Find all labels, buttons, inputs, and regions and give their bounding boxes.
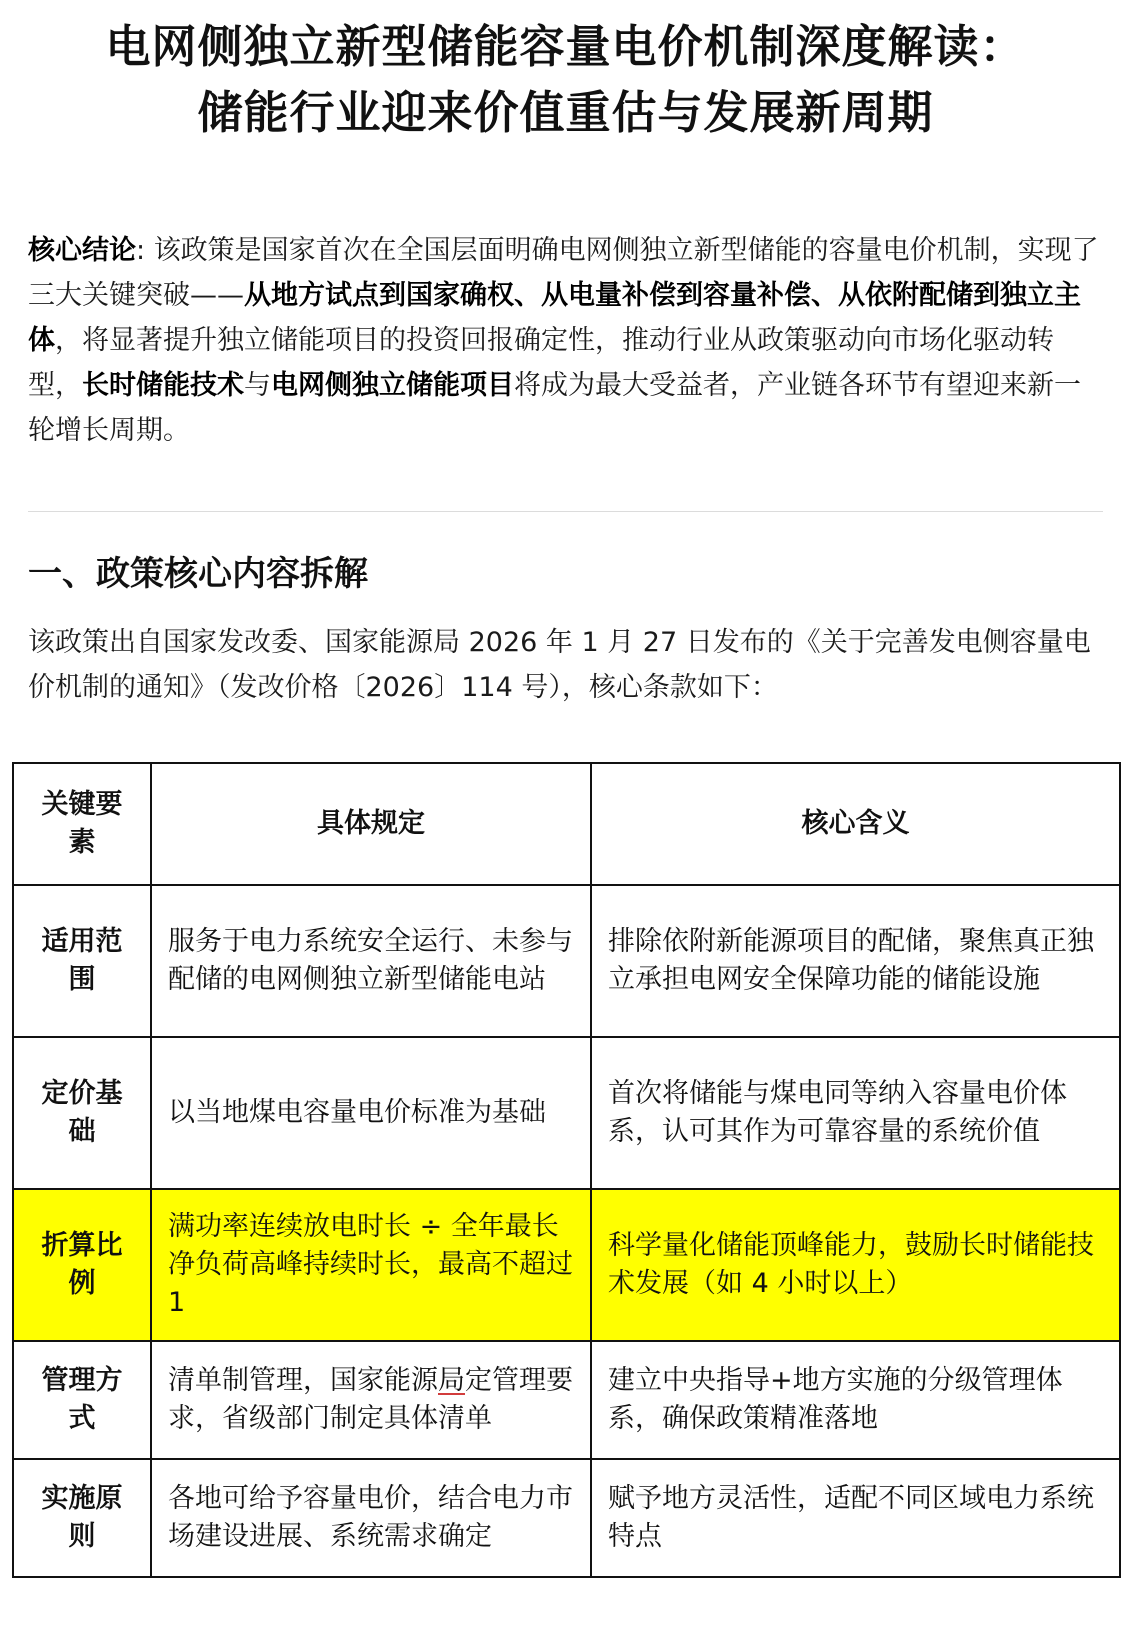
header-key-element: 关键要素 — [13, 763, 151, 885]
summary-bold-breakthroughs: 从地方试点到国家确权、从电量补偿到容量补偿、从依附配储到独立主体 — [28, 280, 1081, 356]
core-conclusion-label: 核心结论 — [28, 235, 136, 266]
table-row — [13, 1037, 1120, 1189]
row-meaning: 首次将储能与煤电同等纳入容量电价体系，认可其作为可靠容量的系统价值 — [591, 1037, 1120, 1189]
row-key: 适用范围 — [13, 885, 151, 1037]
row-key: 管理方式 — [13, 1341, 151, 1459]
row-rule: 服务于电力系统安全运行、未参与配储的电网侧独立新型储能电站 — [151, 885, 591, 1037]
row-meaning: 建立中央指导+地方实施的分级管理体系，确保政策精准落地 — [591, 1341, 1120, 1459]
title-line-2: 储能行业迎来价值重估与发展新周期 — [197, 86, 934, 139]
row-rule — [151, 1341, 591, 1459]
rule-text-b: 定管理要求，省级部门制定具体清单 — [168, 1365, 573, 1434]
summary-bold-grid-side: 电网侧独立储能项目 — [271, 370, 514, 401]
summary-text-4: 将成为最大受益者，产业链各环节有望迎来新一轮增长周期。 — [28, 370, 1081, 446]
section-divider — [28, 511, 1103, 512]
summary-bold-long-duration: 长时储能技术 — [82, 370, 244, 401]
spellcheck-underline: 局 — [438, 1365, 465, 1396]
row-key: 定价基础 — [13, 1037, 151, 1189]
rule-text-a: 清单制管理，国家能源 — [168, 1365, 438, 1396]
row-key: 折算比例 — [13, 1189, 151, 1341]
table-row — [13, 885, 1120, 1037]
table-row — [13, 1341, 1120, 1459]
row-rule: 各地可给予容量电价，结合电力市场建设进展、系统需求确定 — [151, 1459, 591, 1577]
table-header-row — [13, 763, 1120, 885]
title-line-1: 电网侧独立新型储能容量电价机制深度解读： — [105, 20, 1026, 73]
core-conclusion-paragraph — [28, 228, 1103, 453]
summary-text-3: 与 — [244, 370, 271, 401]
section-intro: 该政策出自国家发改委、国家能源局 2026 年 1 月 27 日发布的《关于完善发电侧容量电价机制的通知》（发改价格〔2026〕114 号），核心条款如下： — [28, 627, 1091, 703]
table-row — [13, 1459, 1120, 1577]
section-heading: 一、政策核心内容拆解 — [28, 554, 368, 594]
policy-table — [12, 762, 1121, 1578]
summary-text-2: ，将显著提升独立储能项目的投资回报确定性，推动行业从政策驱动向市场化驱动转型， — [28, 325, 1054, 401]
row-rule: 满功率连续放电时长 ÷ 全年最长净负荷高峰持续时长，最高不超过 1 — [151, 1189, 591, 1341]
header-specific-rule: 具体规定 — [151, 763, 591, 885]
row-meaning: 科学量化储能顶峰能力，鼓励长时储能技术发展（如 4 小时以上） — [591, 1189, 1120, 1341]
table-row-highlighted — [13, 1189, 1120, 1341]
row-key: 实施原则 — [13, 1459, 151, 1577]
summary-text-1: 该政策是国家首次在全国层面明确电网侧独立新型储能的容量电价机制，实现了三大关键突破—— — [28, 235, 1099, 311]
row-meaning: 赋予地方灵活性，适配不同区域电力系统特点 — [591, 1459, 1120, 1577]
document-title — [28, 0, 1103, 146]
header-core-meaning: 核心含义 — [591, 763, 1120, 885]
core-conclusion-colon: : — [136, 235, 154, 266]
row-rule: 以当地煤电容量电价标准为基础 — [151, 1037, 591, 1189]
row-meaning: 排除依附新能源项目的配储，聚焦真正独立承担电网安全保障功能的储能设施 — [591, 885, 1120, 1037]
